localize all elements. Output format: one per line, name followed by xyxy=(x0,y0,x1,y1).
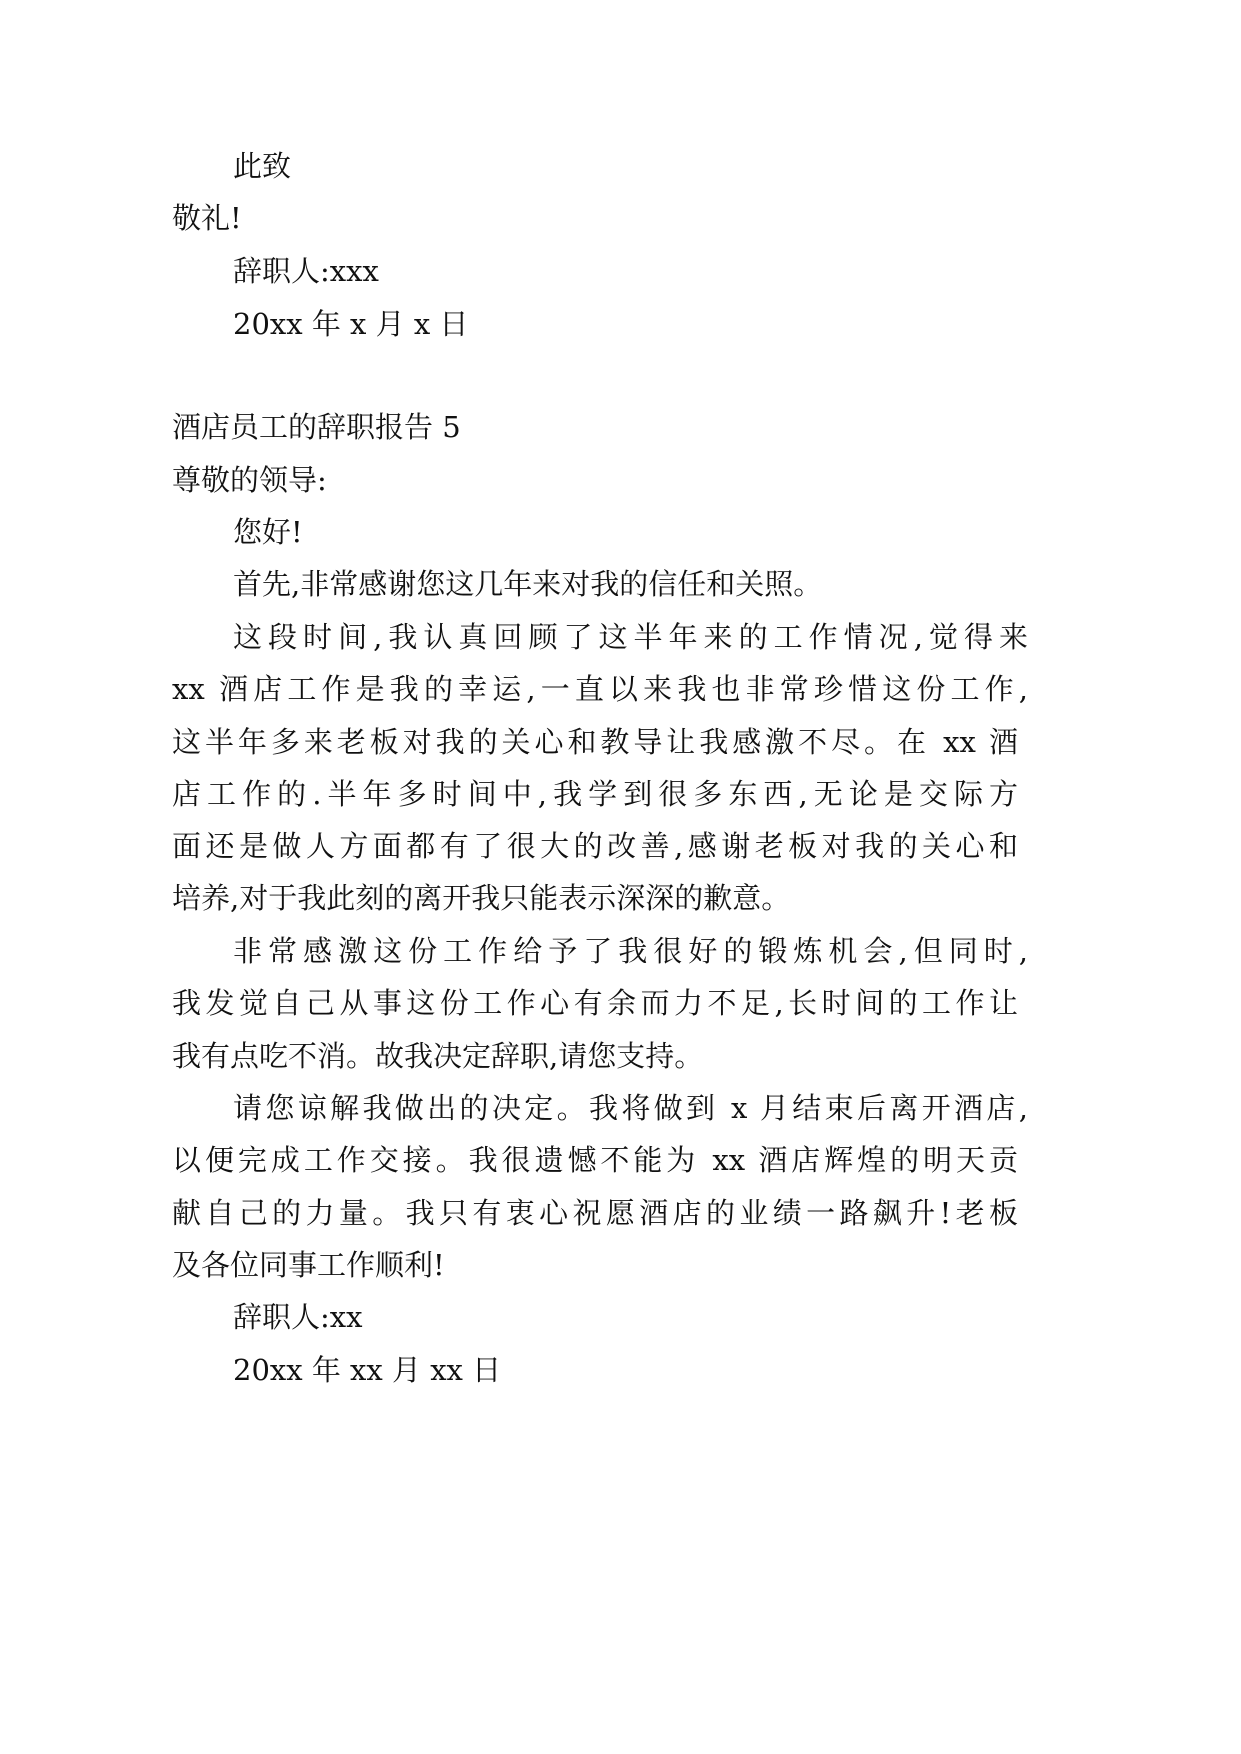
closing-signer: 辞职人:xxx xyxy=(233,254,379,288)
closing-salutation: 此致 xyxy=(233,149,292,183)
letter-signer: 辞职人:xx xyxy=(233,1300,363,1334)
body-line: 请您谅解我做出的决定。我将做到 x 月结束后离开酒店, xyxy=(233,1091,1028,1125)
closing-date: 20xx 年 x 月 x 日 xyxy=(233,307,469,341)
letter-greeting: 您好! xyxy=(233,515,303,549)
body-line: 这半年多来老板对我的关心和教导让我感激不尽。在 xx 酒 xyxy=(172,725,1018,759)
body-line: 我有点吃不消。故我决定辞职,请您支持。 xyxy=(172,1039,704,1073)
body-line: 我发觉自己从事这份工作心有余而力不足,长时间的工作让 xyxy=(172,986,1018,1020)
body-line: 店工作的.半年多时间中,我学到很多东西,无论是交际方 xyxy=(172,777,1018,811)
body-line: 以便完成工作交接。我很遗憾不能为 xx 酒店辉煌的明天贡 xyxy=(172,1143,1018,1177)
body-line: 这段时间,我认真回顾了这半年来的工作情况,觉得来 xyxy=(233,620,1028,654)
closing-regards: 敬礼! xyxy=(172,201,242,235)
body-line: 非常感激这份工作给予了我很好的锻炼机会,但同时, xyxy=(233,934,1029,968)
body-line: 及各位同事工作顺利! xyxy=(172,1248,445,1282)
body-line: xx 酒店工作是我的幸运,一直以来我也非常珍惜这份工作, xyxy=(172,672,1028,706)
letter-date: 20xx 年 xx 月 xx 日 xyxy=(233,1353,502,1387)
body-line: 首先,非常感谢您这几年来对我的信任和关照。 xyxy=(233,567,823,601)
letter-title: 酒店员工的辞职报告 5 xyxy=(172,410,461,444)
letter-addressee: 尊敬的领导: xyxy=(172,463,327,497)
body-line: 培养,对于我此刻的离开我只能表示深深的歉意。 xyxy=(172,881,791,915)
body-line: 面还是做人方面都有了很大的改善,感谢老板对我的关心和 xyxy=(172,829,1018,863)
body-line: 献自己的力量。我只有衷心祝愿酒店的业绩一路飙升!老板 xyxy=(172,1196,1018,1230)
